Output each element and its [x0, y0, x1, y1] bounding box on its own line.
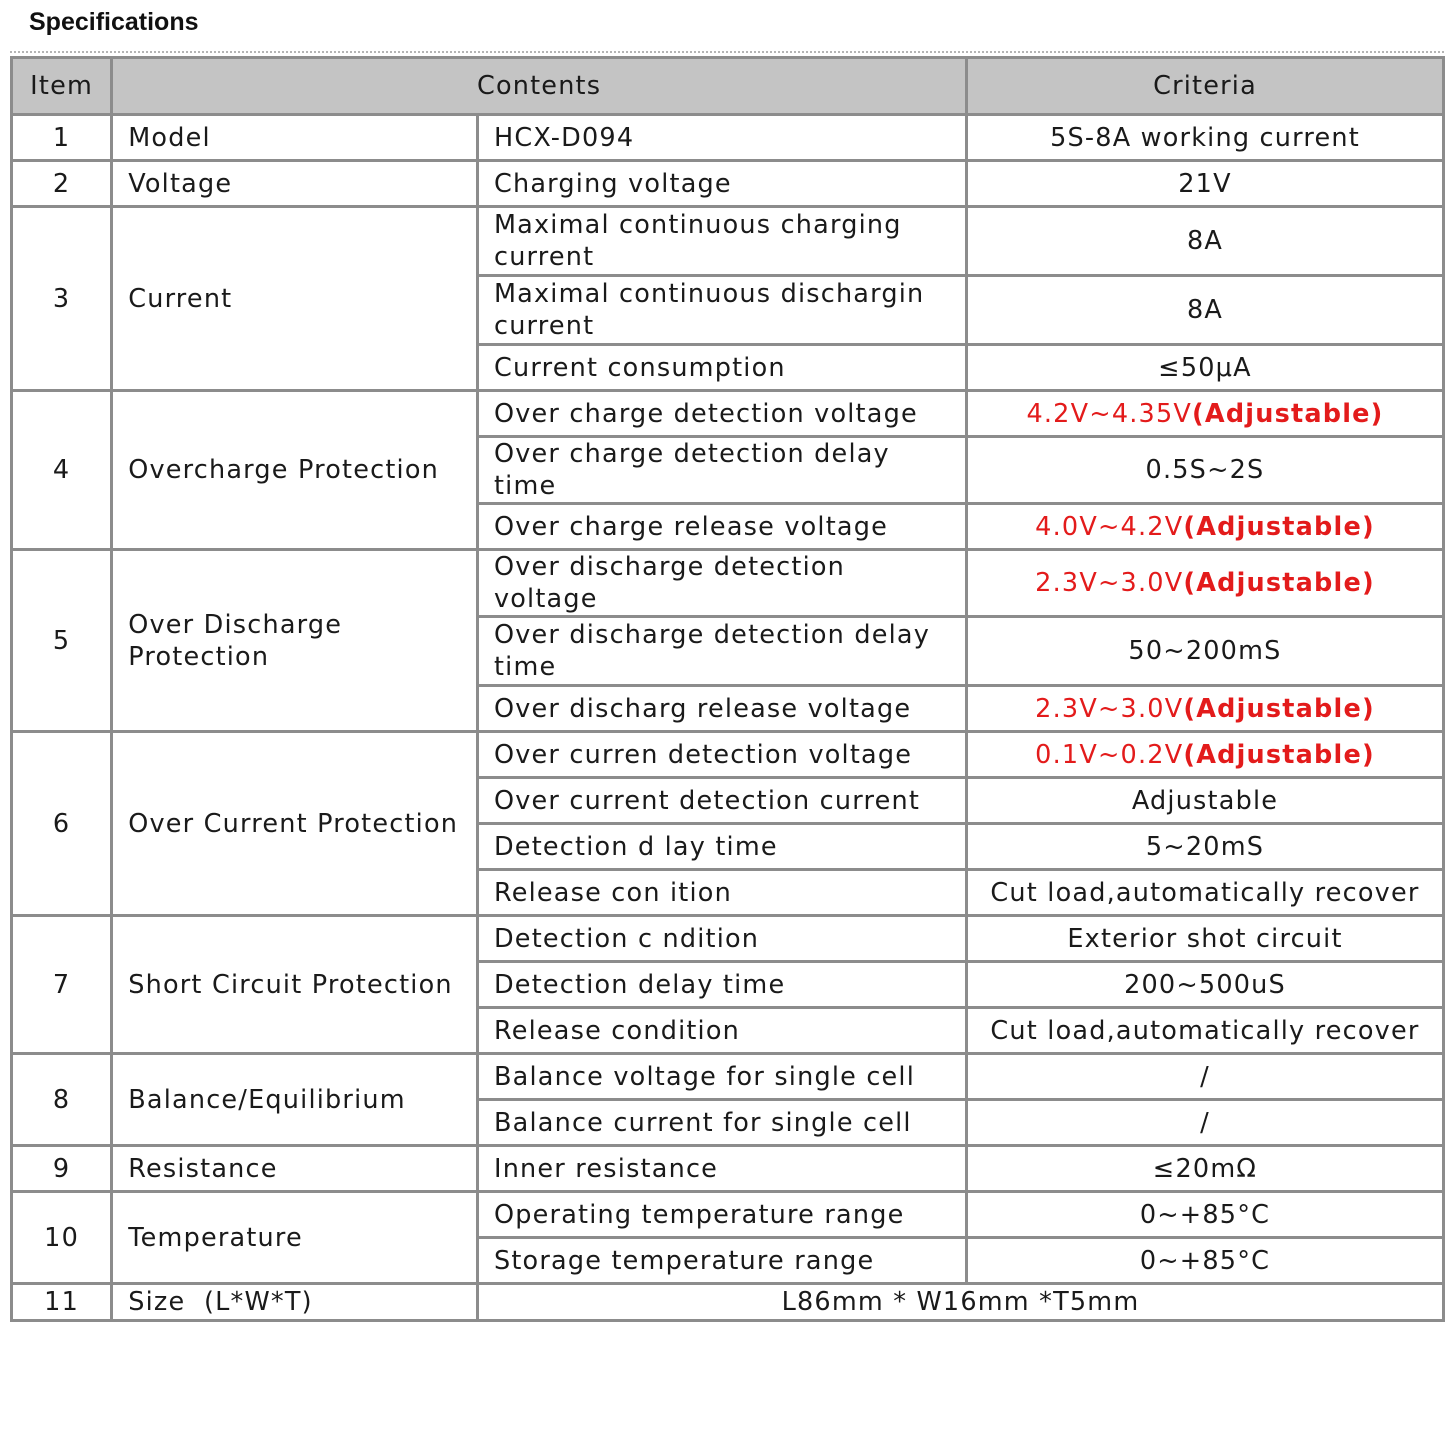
item-criteria: Cut load,automatically recover	[968, 871, 1442, 914]
table-row	[13, 208, 1442, 274]
table-row	[13, 1055, 1442, 1098]
item-criteria: 8A	[968, 208, 1442, 274]
item-criteria: ≤20mΩ	[968, 1147, 1442, 1190]
dotted-divider	[10, 51, 1444, 53]
item-group: Resistance	[113, 1147, 476, 1190]
item-content: Maximal continuous dischargin current	[479, 277, 965, 343]
item-content: Release con ition	[479, 871, 965, 914]
adjustable-note: (Adjustable)	[1183, 693, 1375, 724]
item-number: 8	[13, 1055, 110, 1144]
item-criteria: 0~+85°C	[968, 1193, 1442, 1236]
item-content: HCX-D094	[479, 116, 965, 159]
item-criteria: Exterior shot circuit	[968, 917, 1442, 960]
item-number: 6	[13, 733, 110, 914]
item-criteria	[968, 551, 1442, 615]
page-title: Specifications	[29, 8, 199, 36]
item-criteria: 21V	[968, 162, 1442, 205]
item-number: 3	[13, 208, 110, 389]
item-criteria: 8A	[968, 277, 1442, 343]
item-group: Voltage	[113, 162, 476, 205]
adjustable-note: (Adjustable)	[1183, 739, 1375, 770]
item-criteria	[968, 687, 1442, 730]
item-group: Size (L*W*T)	[113, 1285, 476, 1319]
item-content: Balance current for single cell	[479, 1101, 965, 1144]
item-content: Maximal continuous charging current	[479, 208, 965, 274]
item-content: Over charge detection delay time	[479, 438, 965, 502]
item-number: 9	[13, 1147, 110, 1190]
item-group: Balance/Equilibrium	[113, 1055, 476, 1144]
criteria-value: 0.1V~0.2V	[1035, 739, 1184, 770]
item-content: Detection c ndition	[479, 917, 965, 960]
item-content: Detection delay time	[479, 963, 965, 1006]
header-contents: Contents	[113, 59, 965, 113]
item-number: 2	[13, 162, 110, 205]
criteria-value: 2.3V~3.0V	[1035, 568, 1184, 598]
item-criteria: /	[968, 1101, 1442, 1144]
item-content: Over charge detection voltage	[479, 392, 965, 435]
table-row	[13, 917, 1442, 960]
item-criteria	[968, 505, 1442, 548]
header-item: Item	[13, 59, 110, 113]
item-criteria: 5S-8A working current	[968, 116, 1442, 159]
item-group: Model	[113, 116, 476, 159]
table-row	[13, 116, 1442, 159]
table-row	[13, 1193, 1442, 1236]
item-content: Over discharg release voltage	[479, 687, 965, 730]
item-group: Overcharge Protection	[113, 392, 476, 548]
item-criteria: 200~500uS	[968, 963, 1442, 1006]
criteria-value: 4.2V~4.35V	[1026, 398, 1193, 429]
item-content: Over discharge detection voltage	[479, 551, 965, 615]
item-content: Current consumption	[479, 346, 965, 389]
item-criteria: 0.5S~2S	[968, 438, 1442, 502]
item-criteria	[968, 733, 1442, 776]
item-content: Storage temperature range	[479, 1239, 965, 1282]
table-row	[13, 162, 1442, 205]
criteria-value: 2.3V~3.0V	[1035, 693, 1184, 724]
criteria-value: 4.0V~4.2V	[1035, 511, 1184, 542]
table-header-row	[13, 59, 1442, 113]
item-criteria	[968, 392, 1442, 435]
item-content: Over discharge detection delay time	[479, 618, 965, 684]
item-number: 11	[13, 1285, 110, 1319]
item-content: Over charge release voltage	[479, 505, 965, 548]
table-row	[13, 1147, 1442, 1190]
item-number: 7	[13, 917, 110, 1052]
item-content: Inner resistance	[479, 1147, 965, 1190]
table-row	[13, 392, 1442, 435]
item-content: Over curren detection voltage	[479, 733, 965, 776]
item-group: Short Circuit Protection	[113, 917, 476, 1052]
item-group: Over Discharge Protection	[113, 551, 476, 730]
item-criteria: Cut load,automatically recover	[968, 1009, 1442, 1052]
specifications-table	[10, 56, 1445, 1322]
size-value: L86mm * W16mm *T5mm	[479, 1285, 1442, 1319]
item-criteria: 50~200mS	[968, 618, 1442, 684]
item-number: 4	[13, 392, 110, 548]
item-group: Temperature	[113, 1193, 476, 1282]
item-criteria: 0~+85°C	[968, 1239, 1442, 1282]
item-number: 1	[13, 116, 110, 159]
table-row	[13, 1285, 1442, 1319]
item-content: Charging voltage	[479, 162, 965, 205]
item-criteria: Adjustable	[968, 779, 1442, 822]
adjustable-note: (Adjustable)	[1192, 398, 1384, 429]
item-content: Release condition	[479, 1009, 965, 1052]
item-criteria: /	[968, 1055, 1442, 1098]
table-row	[13, 551, 1442, 615]
item-content: Operating temperature range	[479, 1193, 965, 1236]
adjustable-note: (Adjustable)	[1183, 511, 1375, 542]
header-criteria: Criteria	[968, 59, 1442, 113]
item-group: Over Current Protection	[113, 733, 476, 914]
item-number: 5	[13, 551, 110, 730]
item-content: Balance voltage for single cell	[479, 1055, 965, 1098]
item-criteria: ≤50μA	[968, 346, 1442, 389]
item-content: Detection d lay time	[479, 825, 965, 868]
adjustable-note: (Adjustable)	[1183, 568, 1375, 598]
item-criteria: 5~20mS	[968, 825, 1442, 868]
item-content: Over current detection current	[479, 779, 965, 822]
item-group: Current	[113, 208, 476, 389]
table-row	[13, 733, 1442, 776]
item-number: 10	[13, 1193, 110, 1282]
